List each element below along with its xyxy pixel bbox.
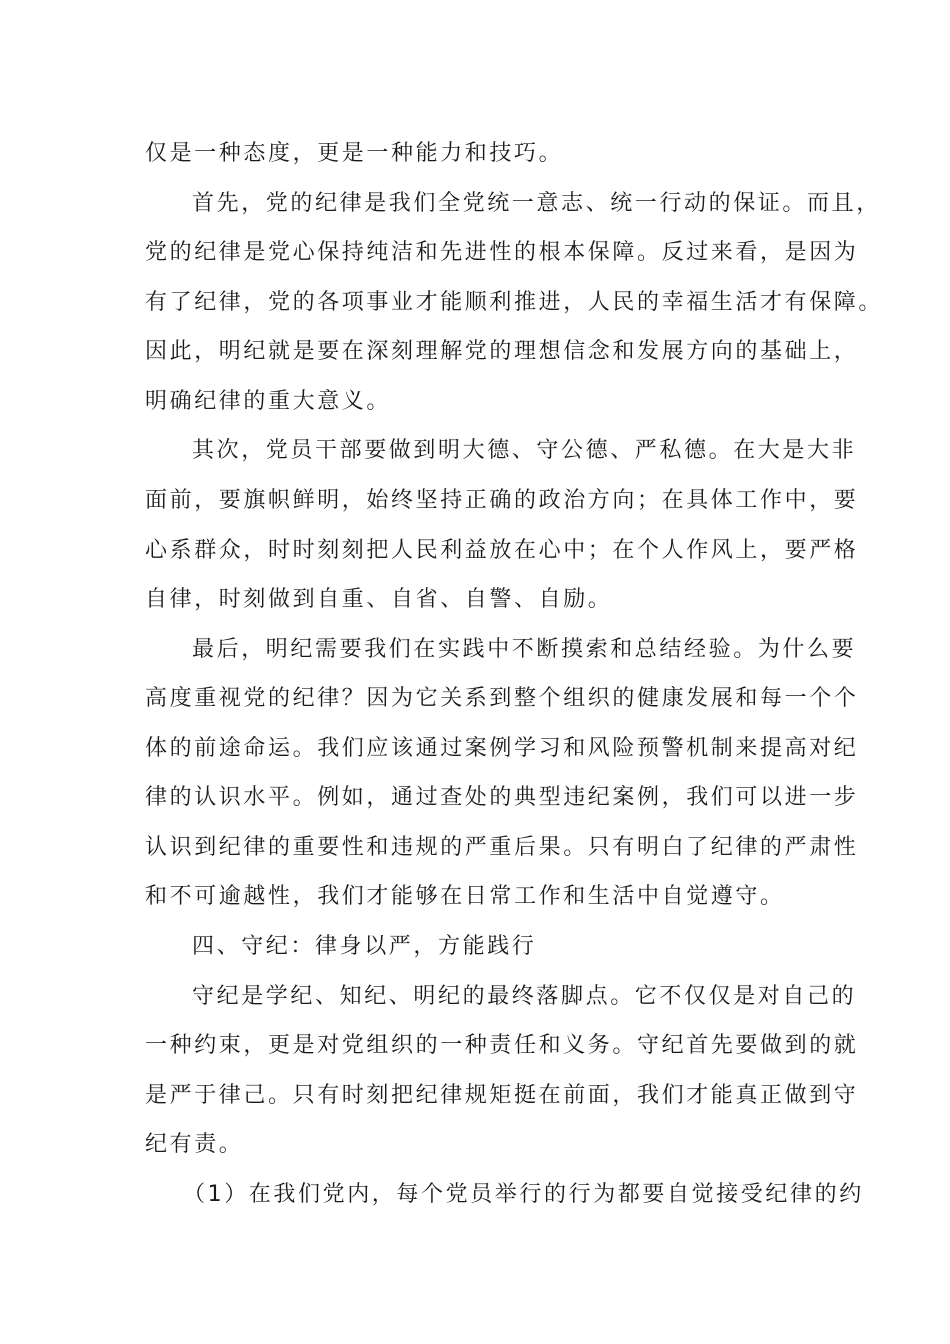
- paragraph-first-line: 其次，党员干部要做到明大德、守公德、严私德。在大是大非: [192, 438, 857, 463]
- text-line: 体的前途命运。我们应该通过案例学习和风险预警机制来提高对纪: [145, 736, 859, 761]
- text-line: 因此，明纪就是要在深刻理解党的理想信念和发展方向的基础上，: [145, 339, 859, 364]
- text-line: 和不可逾越性，我们才能够在日常工作和生活中自觉遵守。: [145, 884, 785, 909]
- text-line: 高度重视党的纪律？因为它关系到整个组织的健康发展和每一个个: [145, 686, 859, 711]
- text-line: 律的认识水平。例如，通过查处的典型违纪案例，我们可以进一步: [145, 785, 859, 810]
- text-line: 心系群众，时时刻刻把人民利益放在心中；在个人作风上，要严格: [145, 538, 859, 563]
- numbered-item: （1）在我们党内，每个党员举行的行为都要自觉接受纪律的约: [183, 1182, 864, 1207]
- paragraph-first-line: 最后，明纪需要我们在实践中不断摸索和总结经验。为什么要: [192, 637, 857, 662]
- text-line: 面前，要旗帜鲜明，始终坚持正确的政治方向；在具体工作中，要: [145, 488, 859, 513]
- text-line: 党的纪律是党心保持纯洁和先进性的根本保障。反过来看，是因为: [145, 240, 859, 265]
- text-line: 是严于律己。只有时刻把纪律规矩挺在前面，我们才能真正做到守: [145, 1083, 859, 1108]
- paragraph-first-line: 守纪是学纪、知纪、明纪的最终落脚点。它不仅仅是对自己的: [192, 984, 857, 1009]
- text-line: 有了纪律，党的各项事业才能顺利推进，人民的幸福生活才有保障。: [145, 290, 884, 315]
- text-line: 纪有责。: [145, 1132, 244, 1157]
- text-line: 明确纪律的重大意义。: [145, 389, 392, 414]
- text-line: 仅是一种态度，更是一种能力和技巧。: [145, 141, 564, 166]
- text-line: 认识到纪律的重要性和违规的严重后果。只有明白了纪律的严肃性: [145, 835, 859, 860]
- paragraph-first-line: 首先，党的纪律是我们全党统一意志、统一行动的保证。而且，: [192, 191, 881, 216]
- text-line: 自律，时刻做到自重、自省、自警、自励。: [145, 587, 613, 612]
- text-line: 一种约束，更是对党组织的一种责任和义务。守纪首先要做到的就: [145, 1033, 859, 1058]
- section-heading: 四、守纪：律身以严，方能践行: [192, 934, 537, 959]
